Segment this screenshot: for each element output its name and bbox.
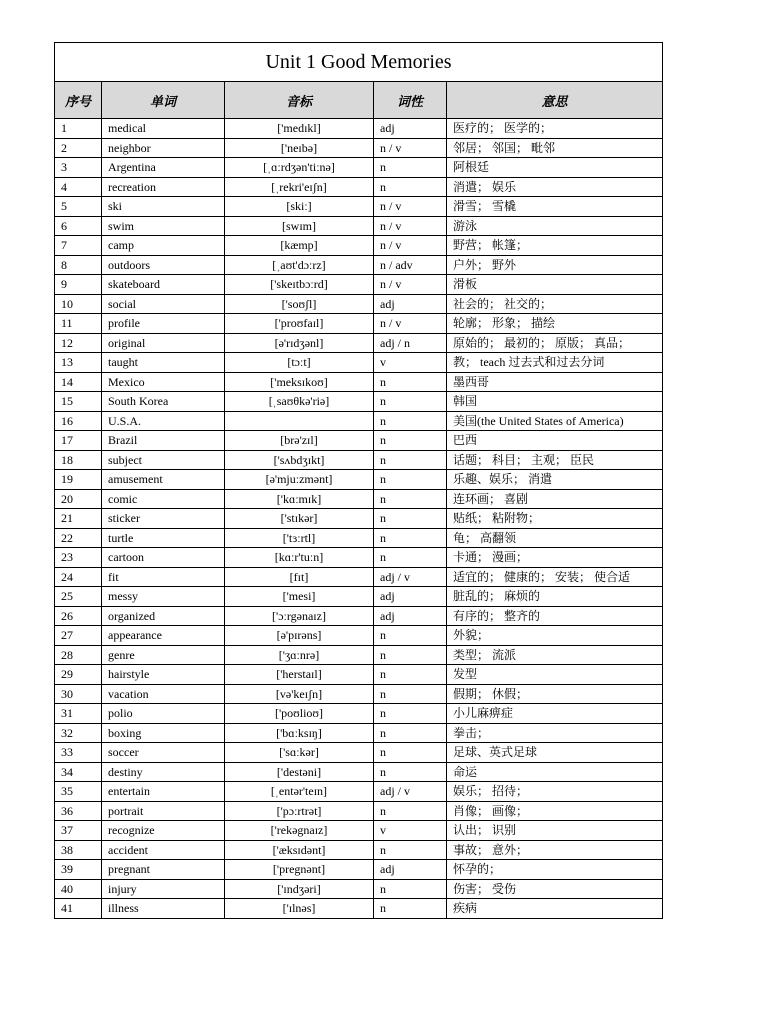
row-word: Mexico	[102, 372, 225, 392]
row-part-of-speech: n	[374, 177, 447, 197]
table-row	[55, 626, 663, 646]
row-number: 4	[55, 177, 102, 197]
row-number: 39	[55, 860, 102, 880]
row-meaning: 贴纸； 粘附物；	[447, 509, 663, 529]
table-row	[55, 606, 663, 626]
row-phonetic: ['ɔːrgənaɪz]	[225, 606, 374, 626]
row-phonetic: [tɔːt]	[225, 353, 374, 373]
row-number: 3	[55, 158, 102, 178]
row-word: Brazil	[102, 431, 225, 451]
row-number: 19	[55, 470, 102, 490]
row-part-of-speech: adj	[374, 860, 447, 880]
table-row	[55, 314, 663, 334]
table-row	[55, 489, 663, 509]
row-number: 5	[55, 197, 102, 217]
row-meaning: 适宜的； 健康的； 安装； 使合适	[447, 567, 663, 587]
row-meaning: 伤害； 受伤	[447, 879, 663, 899]
row-number: 9	[55, 275, 102, 295]
row-phonetic: ['stɪkər]	[225, 509, 374, 529]
row-part-of-speech: adj	[374, 587, 447, 607]
row-number: 41	[55, 899, 102, 919]
row-word: boxing	[102, 723, 225, 743]
row-word: comic	[102, 489, 225, 509]
row-number: 1	[55, 119, 102, 139]
table-row	[55, 255, 663, 275]
row-word: original	[102, 333, 225, 353]
row-number: 20	[55, 489, 102, 509]
row-meaning: 外貌；	[447, 626, 663, 646]
row-phonetic: ['proʊfaɪl]	[225, 314, 374, 334]
row-meaning: 乐趣、娱乐； 消遣	[447, 470, 663, 490]
row-phonetic: ['destəni]	[225, 762, 374, 782]
row-part-of-speech: v	[374, 821, 447, 841]
table-row	[55, 372, 663, 392]
table-row	[55, 723, 663, 743]
row-meaning: 户外； 野外	[447, 255, 663, 275]
row-phonetic: [kɑːr'tuːn]	[225, 548, 374, 568]
row-word: illness	[102, 899, 225, 919]
row-part-of-speech: adj	[374, 606, 447, 626]
header-word: 单词	[102, 82, 225, 119]
row-meaning: 类型； 流派	[447, 645, 663, 665]
row-word: social	[102, 294, 225, 314]
table-row	[55, 684, 663, 704]
row-number: 21	[55, 509, 102, 529]
row-number: 18	[55, 450, 102, 470]
row-part-of-speech: n	[374, 645, 447, 665]
row-word: swim	[102, 216, 225, 236]
row-part-of-speech: n	[374, 665, 447, 685]
row-meaning: 巴西	[447, 431, 663, 451]
row-part-of-speech: n	[374, 450, 447, 470]
row-phonetic: [swɪm]	[225, 216, 374, 236]
row-word: ski	[102, 197, 225, 217]
table-row	[55, 801, 663, 821]
row-phonetic: [kæmp]	[225, 236, 374, 256]
row-number: 28	[55, 645, 102, 665]
title-row	[55, 43, 663, 82]
row-word: Argentina	[102, 158, 225, 178]
row-number: 30	[55, 684, 102, 704]
row-number: 15	[55, 392, 102, 412]
row-part-of-speech: v	[374, 353, 447, 373]
row-number: 29	[55, 665, 102, 685]
row-number: 36	[55, 801, 102, 821]
row-number: 6	[55, 216, 102, 236]
row-phonetic: ['bɑːksɪŋ]	[225, 723, 374, 743]
row-part-of-speech: n	[374, 158, 447, 178]
row-meaning: 社会的； 社交的；	[447, 294, 663, 314]
row-phonetic: [və'keɪʃn]	[225, 684, 374, 704]
row-meaning: 认出； 识别	[447, 821, 663, 841]
row-word: amusement	[102, 470, 225, 490]
row-word: injury	[102, 879, 225, 899]
row-meaning: 墨西哥	[447, 372, 663, 392]
row-word: messy	[102, 587, 225, 607]
row-word: organized	[102, 606, 225, 626]
header-num: 序号	[55, 82, 102, 119]
page-title: Unit 1 Good Memories	[55, 43, 663, 82]
vocabulary-sheet	[54, 42, 662, 919]
row-number: 26	[55, 606, 102, 626]
row-number: 23	[55, 548, 102, 568]
row-phonetic: ['mesi]	[225, 587, 374, 607]
row-word: skateboard	[102, 275, 225, 295]
row-word: taught	[102, 353, 225, 373]
table-row	[55, 821, 663, 841]
row-part-of-speech: adj / v	[374, 782, 447, 802]
table-row	[55, 138, 663, 158]
table-row	[55, 587, 663, 607]
table-row	[55, 665, 663, 685]
row-phonetic	[225, 411, 374, 431]
row-meaning: 假期； 休假；	[447, 684, 663, 704]
row-meaning: 小儿麻痹症	[447, 704, 663, 724]
row-part-of-speech: adj	[374, 119, 447, 139]
row-part-of-speech: n	[374, 723, 447, 743]
row-word: outdoors	[102, 255, 225, 275]
row-word: portrait	[102, 801, 225, 821]
row-number: 24	[55, 567, 102, 587]
row-part-of-speech: n	[374, 411, 447, 431]
table-row	[55, 743, 663, 763]
row-word: neighbor	[102, 138, 225, 158]
row-phonetic: ['soʊʃl]	[225, 294, 374, 314]
row-part-of-speech: n	[374, 626, 447, 646]
row-part-of-speech: adj / n	[374, 333, 447, 353]
table-row	[55, 197, 663, 217]
row-number: 10	[55, 294, 102, 314]
table-row	[55, 177, 663, 197]
row-phonetic: [ə'rɪdʒənl]	[225, 333, 374, 353]
row-word: entertain	[102, 782, 225, 802]
row-part-of-speech: n	[374, 489, 447, 509]
table-row	[55, 548, 663, 568]
row-word: accident	[102, 840, 225, 860]
row-meaning: 轮廓； 形象； 描绘	[447, 314, 663, 334]
row-number: 33	[55, 743, 102, 763]
vocabulary-body	[55, 119, 663, 919]
table-row	[55, 704, 663, 724]
row-word: turtle	[102, 528, 225, 548]
row-meaning: 阿根廷	[447, 158, 663, 178]
row-part-of-speech: n	[374, 509, 447, 529]
header-meaning: 意思	[447, 82, 663, 119]
row-phonetic: [ˌaʊt'dɔːrz]	[225, 255, 374, 275]
row-phonetic: ['sʌbdʒɪkt]	[225, 450, 374, 470]
row-word: genre	[102, 645, 225, 665]
row-part-of-speech: n / v	[374, 236, 447, 256]
row-part-of-speech: n	[374, 684, 447, 704]
row-meaning: 教； teach 过去式和过去分词	[447, 353, 663, 373]
row-number: 37	[55, 821, 102, 841]
row-meaning: 连环画； 喜剧	[447, 489, 663, 509]
row-number: 27	[55, 626, 102, 646]
row-meaning: 美国(the United States of America)	[447, 411, 663, 431]
row-number: 7	[55, 236, 102, 256]
row-part-of-speech: n	[374, 840, 447, 860]
row-meaning: 原始的； 最初的； 原版； 真品；	[447, 333, 663, 353]
row-part-of-speech: n / v	[374, 275, 447, 295]
row-word: polio	[102, 704, 225, 724]
row-number: 14	[55, 372, 102, 392]
row-number: 2	[55, 138, 102, 158]
row-meaning: 脏乱的； 麻烦的	[447, 587, 663, 607]
table-row	[55, 762, 663, 782]
row-phonetic: [brə'zɪl]	[225, 431, 374, 451]
table-row	[55, 158, 663, 178]
row-phonetic: [ˌrekri'eɪʃn]	[225, 177, 374, 197]
row-number: 17	[55, 431, 102, 451]
table-row	[55, 645, 663, 665]
row-phonetic: [ˌsaʊθkə'riə]	[225, 392, 374, 412]
row-number: 12	[55, 333, 102, 353]
row-word: profile	[102, 314, 225, 334]
row-part-of-speech: n	[374, 548, 447, 568]
header-row	[55, 82, 663, 119]
table-row	[55, 294, 663, 314]
row-meaning: 龟； 高翻领	[447, 528, 663, 548]
row-phonetic: ['ɪlnəs]	[225, 899, 374, 919]
row-part-of-speech: n	[374, 704, 447, 724]
row-number: 40	[55, 879, 102, 899]
row-phonetic: [ə'mjuːzmənt]	[225, 470, 374, 490]
row-word: soccer	[102, 743, 225, 763]
row-word: camp	[102, 236, 225, 256]
table-row	[55, 216, 663, 236]
table-row	[55, 528, 663, 548]
table-row	[55, 411, 663, 431]
table-row	[55, 567, 663, 587]
row-part-of-speech: n / v	[374, 138, 447, 158]
row-number: 35	[55, 782, 102, 802]
table-row	[55, 860, 663, 880]
row-meaning: 话题； 科目； 主观； 臣民	[447, 450, 663, 470]
row-word: hairstyle	[102, 665, 225, 685]
row-phonetic: [ˌentər'teɪn]	[225, 782, 374, 802]
row-meaning: 野营； 帐篷；	[447, 236, 663, 256]
row-phonetic: [ˌɑːrdʒən'tiːnə]	[225, 158, 374, 178]
row-phonetic: [skiː]	[225, 197, 374, 217]
row-phonetic: ['pɔːrtrət]	[225, 801, 374, 821]
row-meaning: 韩国	[447, 392, 663, 412]
row-word: appearance	[102, 626, 225, 646]
row-number: 16	[55, 411, 102, 431]
row-meaning: 事故； 意外；	[447, 840, 663, 860]
row-phonetic: ['medɪkl]	[225, 119, 374, 139]
table-row	[55, 431, 663, 451]
row-phonetic: [fɪt]	[225, 567, 374, 587]
row-number: 31	[55, 704, 102, 724]
row-part-of-speech: adj / v	[374, 567, 447, 587]
row-phonetic: ['pregnənt]	[225, 860, 374, 880]
row-number: 11	[55, 314, 102, 334]
row-meaning: 游泳	[447, 216, 663, 236]
row-word: recognize	[102, 821, 225, 841]
row-phonetic: [ə'pɪrəns]	[225, 626, 374, 646]
row-part-of-speech: n	[374, 528, 447, 548]
table-row	[55, 392, 663, 412]
row-meaning: 命运	[447, 762, 663, 782]
row-phonetic: ['tɜːrtl]	[225, 528, 374, 548]
row-meaning: 疾病	[447, 899, 663, 919]
row-phonetic: ['kɑːmɪk]	[225, 489, 374, 509]
row-part-of-speech: n	[374, 392, 447, 412]
row-part-of-speech: n	[374, 801, 447, 821]
row-word: pregnant	[102, 860, 225, 880]
row-part-of-speech: n / v	[374, 197, 447, 217]
table-row	[55, 782, 663, 802]
row-phonetic: ['æksɪdənt]	[225, 840, 374, 860]
row-word: sticker	[102, 509, 225, 529]
row-part-of-speech: n	[374, 762, 447, 782]
row-word: destiny	[102, 762, 225, 782]
row-part-of-speech: n	[374, 431, 447, 451]
row-part-of-speech: n	[374, 899, 447, 919]
row-number: 38	[55, 840, 102, 860]
row-phonetic: ['herstaɪl]	[225, 665, 374, 685]
row-part-of-speech: n	[374, 372, 447, 392]
row-phonetic: ['neɪbə]	[225, 138, 374, 158]
row-meaning: 医疗的； 医学的；	[447, 119, 663, 139]
row-meaning: 拳击；	[447, 723, 663, 743]
row-part-of-speech: n	[374, 743, 447, 763]
row-number: 8	[55, 255, 102, 275]
row-meaning: 足球、英式足球	[447, 743, 663, 763]
vocabulary-table	[54, 42, 663, 919]
row-word: fit	[102, 567, 225, 587]
row-phonetic: ['rekəgnaɪz]	[225, 821, 374, 841]
row-word: medical	[102, 119, 225, 139]
row-number: 22	[55, 528, 102, 548]
table-row	[55, 353, 663, 373]
row-phonetic: ['sɑːkər]	[225, 743, 374, 763]
table-row	[55, 879, 663, 899]
row-number: 13	[55, 353, 102, 373]
row-meaning: 有序的； 整齐的	[447, 606, 663, 626]
header-pos: 词性	[374, 82, 447, 119]
header-ipa: 音标	[225, 82, 374, 119]
table-row	[55, 119, 663, 139]
table-row	[55, 450, 663, 470]
row-phonetic: ['ɪndʒəri]	[225, 879, 374, 899]
row-word: U.S.A.	[102, 411, 225, 431]
row-meaning: 滑板	[447, 275, 663, 295]
row-meaning: 滑雪； 雪橇	[447, 197, 663, 217]
table-row	[55, 275, 663, 295]
row-word: vacation	[102, 684, 225, 704]
row-part-of-speech: n / v	[374, 216, 447, 236]
table-row	[55, 333, 663, 353]
row-word: recreation	[102, 177, 225, 197]
row-phonetic: ['meksɪkoʊ]	[225, 372, 374, 392]
row-meaning: 怀孕的；	[447, 860, 663, 880]
table-row	[55, 470, 663, 490]
row-part-of-speech: n / v	[374, 314, 447, 334]
row-word: South Korea	[102, 392, 225, 412]
row-part-of-speech: n	[374, 470, 447, 490]
table-row	[55, 509, 663, 529]
row-number: 34	[55, 762, 102, 782]
table-row	[55, 899, 663, 919]
row-word: subject	[102, 450, 225, 470]
row-word: cartoon	[102, 548, 225, 568]
row-number: 25	[55, 587, 102, 607]
row-meaning: 发型	[447, 665, 663, 685]
row-number: 32	[55, 723, 102, 743]
row-part-of-speech: adj	[374, 294, 447, 314]
table-row	[55, 236, 663, 256]
row-phonetic: ['poʊlioʊ]	[225, 704, 374, 724]
row-meaning: 卡通； 漫画；	[447, 548, 663, 568]
row-phonetic: ['skeɪtbɔːrd]	[225, 275, 374, 295]
row-part-of-speech: n / adv	[374, 255, 447, 275]
table-row	[55, 840, 663, 860]
row-meaning: 邻居； 邻国； 毗邻	[447, 138, 663, 158]
row-part-of-speech: n	[374, 879, 447, 899]
row-meaning: 消遣； 娱乐	[447, 177, 663, 197]
row-meaning: 肖像； 画像；	[447, 801, 663, 821]
row-meaning: 娱乐； 招待；	[447, 782, 663, 802]
row-phonetic: ['ʒɑːnrə]	[225, 645, 374, 665]
